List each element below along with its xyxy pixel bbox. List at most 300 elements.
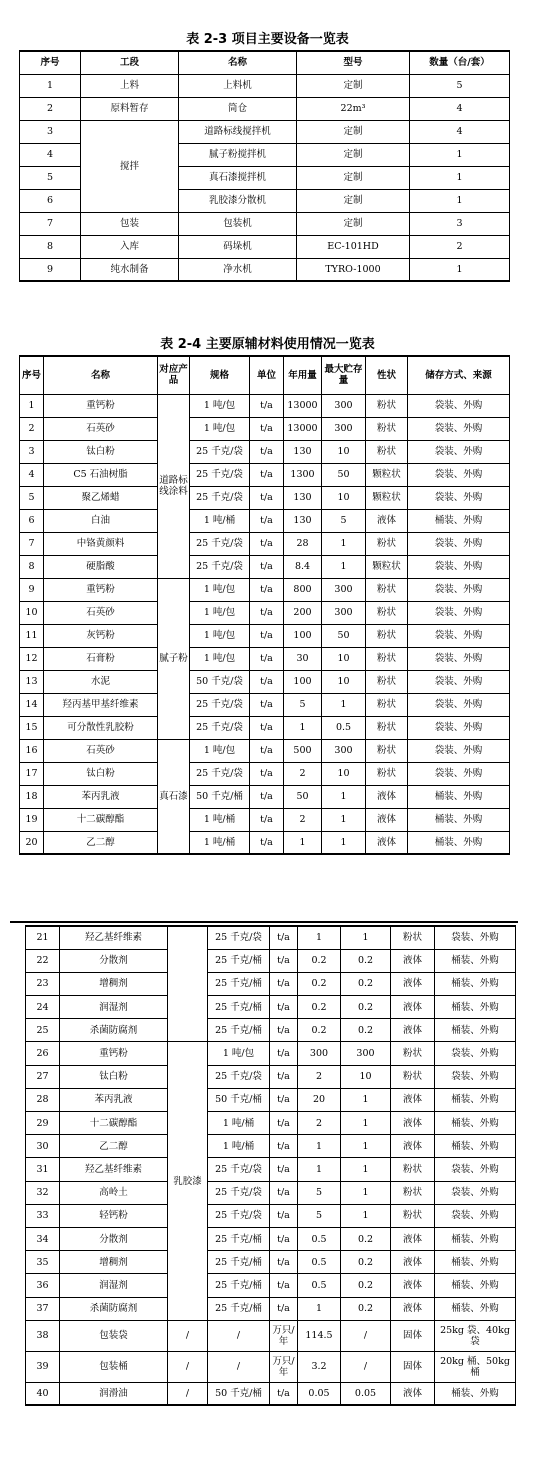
cell-spec: 25 千克/袋	[190, 716, 250, 739]
cell-name: 分散剂	[60, 949, 168, 972]
header-storage: 储存方式、来源	[408, 356, 510, 394]
cell-name: 聚乙烯蜡	[44, 486, 158, 509]
cell-no: 22	[26, 949, 60, 972]
cell-storage: 袋装、外购	[408, 463, 510, 486]
table-row	[26, 1019, 516, 1042]
cell-storage: 桶装、外购	[435, 972, 516, 995]
cell-state: 颗粒状	[366, 463, 408, 486]
cell-storage: 袋装、外购	[408, 417, 510, 440]
cell-storage: 袋装、外购	[435, 1204, 516, 1227]
table-row	[26, 1181, 516, 1204]
cell-maxstore: 0.5	[322, 716, 366, 739]
table-2-4-caption: 表 2-4 主要原辅材料使用情况一览表	[160, 337, 375, 352]
cell-state: 粉状	[391, 926, 435, 949]
cell-unit: t/a	[250, 463, 284, 486]
cell-maxstore: 1	[322, 693, 366, 716]
cell-qty: 4	[410, 120, 510, 143]
cell-name: 水泥	[44, 670, 158, 693]
cell-state: 液体	[391, 1274, 435, 1297]
cell-unit: t/a	[270, 1204, 298, 1227]
table-header-row	[20, 51, 510, 74]
table-row	[20, 785, 510, 808]
cell-unit: t/a	[270, 1112, 298, 1135]
cell-unit: t/a	[270, 996, 298, 1019]
cell-name: 重钙粉	[60, 1042, 168, 1065]
cell-state: 固体	[391, 1351, 435, 1382]
cell-no: 9	[20, 258, 81, 281]
cell-state: 粉状	[366, 670, 408, 693]
cell-state: 液体	[366, 831, 408, 854]
cell-unit: t/a	[250, 624, 284, 647]
cell-annual: 1	[298, 1297, 341, 1320]
header-spec: 规格	[190, 356, 250, 394]
table-row	[26, 1320, 516, 1351]
table-2-3-caption: 表 2-3 项目主要设备一览表	[186, 32, 349, 47]
cell-spec: 25 千克/桶	[208, 996, 270, 1019]
cell-spec: 25 千克/袋	[190, 555, 250, 578]
cell-qty: 3	[410, 212, 510, 235]
cell-annual: 2	[284, 762, 322, 785]
cell-maxstore: 1	[341, 1204, 391, 1227]
materials-table-part1	[19, 355, 510, 855]
equipment-table	[19, 50, 510, 282]
cell-state: 液体	[366, 785, 408, 808]
table-row	[26, 949, 516, 972]
cell-no: 14	[20, 693, 44, 716]
cell-unit: t/a	[250, 555, 284, 578]
cell-name: 钛白粉	[60, 1065, 168, 1088]
cell-no: 31	[26, 1158, 60, 1181]
cell-storage: 袋装、外购	[408, 670, 510, 693]
cell-spec: 25 千克/桶	[208, 1227, 270, 1250]
cell-storage: 袋装、外购	[435, 1181, 516, 1204]
cell-storage: 桶装、外购	[435, 1019, 516, 1042]
cell-spec: 1 吨/桶	[208, 1135, 270, 1158]
cell-model: 定制	[297, 189, 410, 212]
cell-maxstore: 300	[322, 394, 366, 417]
cell-spec: 25 千克/桶	[208, 1251, 270, 1274]
cell-unit: t/a	[270, 926, 298, 949]
cell-qty: 1	[410, 258, 510, 281]
header-qty: 数量（台/套）	[410, 51, 510, 74]
cell-annual: 0.5	[298, 1274, 341, 1297]
cell-section: 纯水制备	[81, 258, 179, 281]
cell-spec: 1 吨/桶	[190, 509, 250, 532]
cell-unit: t/a	[250, 417, 284, 440]
cell-name: 真石漆搅拌机	[179, 166, 297, 189]
cell-annual: 130	[284, 486, 322, 509]
cell-name: 硬脂酸	[44, 555, 158, 578]
cell-annual: 300	[298, 1042, 341, 1065]
cell-state: 粉状	[391, 1158, 435, 1181]
cell-storage: 桶装、外购	[435, 1274, 516, 1297]
cell-no: 40	[26, 1382, 60, 1405]
cell-state: 液体	[366, 808, 408, 831]
cell-storage: 袋装、外购	[408, 532, 510, 555]
cell-annual: 200	[284, 601, 322, 624]
cell-unit: t/a	[250, 785, 284, 808]
cell-storage: 袋装、外购	[408, 394, 510, 417]
cell-no: 3	[20, 120, 81, 143]
cell-maxstore: 10	[322, 762, 366, 785]
cell-name: 乙二醇	[60, 1135, 168, 1158]
cell-spec: 1 吨/包	[190, 624, 250, 647]
cell-no: 15	[20, 716, 44, 739]
cell-no: 16	[20, 739, 44, 762]
cell-maxstore: 1	[341, 1135, 391, 1158]
header-product: 对应产品	[158, 356, 190, 394]
cell-unit: t/a	[250, 670, 284, 693]
cell-product	[168, 926, 208, 1042]
cell-spec: 50 千克/桶	[208, 1088, 270, 1111]
table-row	[20, 417, 510, 440]
cell-name: 石英砂	[44, 739, 158, 762]
cell-name: 羟乙基纤维素	[60, 1158, 168, 1181]
cell-no: 8	[20, 555, 44, 578]
cell-storage: 桶装、外购	[408, 808, 510, 831]
cell-name: 羟丙基甲基纤维素	[44, 693, 158, 716]
cell-model: 定制	[297, 120, 410, 143]
cell-no: 8	[20, 235, 81, 258]
cell-spec: 25 千克/袋	[190, 463, 250, 486]
cell-no: 23	[26, 972, 60, 995]
cell-no: 9	[20, 578, 44, 601]
cell-annual: 130	[284, 440, 322, 463]
cell-spec: 25 千克/袋	[208, 1181, 270, 1204]
cell-maxstore: 0.05	[341, 1382, 391, 1405]
cell-maxstore: 1	[341, 1112, 391, 1135]
cell-no: 26	[26, 1042, 60, 1065]
cell-unit: t/a	[270, 1065, 298, 1088]
cell-annual: 1	[284, 716, 322, 739]
cell-qty: 1	[410, 143, 510, 166]
cell-annual: 0.2	[298, 949, 341, 972]
cell-state: 液体	[391, 1019, 435, 1042]
cell-annual: 13000	[284, 394, 322, 417]
table-header-row	[20, 356, 510, 394]
cell-maxstore: 300	[322, 601, 366, 624]
cell-annual: 0.2	[298, 996, 341, 1019]
cell-no: 6	[20, 509, 44, 532]
table-row	[20, 601, 510, 624]
cell-maxstore: 1	[322, 785, 366, 808]
cell-name: 石英砂	[44, 601, 158, 624]
cell-spec: /	[208, 1320, 270, 1351]
table-row	[20, 624, 510, 647]
cell-state: 粉状	[366, 647, 408, 670]
header-name: 名称	[179, 51, 297, 74]
cell-name: 杀菌防腐剂	[60, 1297, 168, 1320]
cell-section: 上料	[81, 74, 179, 97]
cell-storage: 桶装、外购	[435, 949, 516, 972]
cell-state: 粉状	[391, 1181, 435, 1204]
table-row	[20, 532, 510, 555]
cell-name: C5 石油树脂	[44, 463, 158, 486]
cell-spec: 1 吨/包	[190, 394, 250, 417]
cell-qty: 4	[410, 97, 510, 120]
cell-annual: 5	[284, 693, 322, 716]
table-row	[20, 120, 510, 143]
cell-no: 18	[20, 785, 44, 808]
cell-no: 13	[20, 670, 44, 693]
cell-maxstore: 0.2	[341, 1274, 391, 1297]
cell-annual: 0.05	[298, 1382, 341, 1405]
cell-maxstore: 1	[322, 808, 366, 831]
cell-spec: 25 千克/袋	[190, 693, 250, 716]
table-row	[20, 739, 510, 762]
cell-maxstore: 0.2	[341, 1297, 391, 1320]
cell-annual: 2	[298, 1112, 341, 1135]
cell-no: 2	[20, 417, 44, 440]
table-row	[20, 693, 510, 716]
table-row	[20, 74, 510, 97]
cell-no: 5	[20, 486, 44, 509]
cell-annual: 28	[284, 532, 322, 555]
cell-state: 液体	[391, 1135, 435, 1158]
header-section: 工段	[81, 51, 179, 74]
cell-unit: 万只/年	[270, 1320, 298, 1351]
cell-unit: t/a	[250, 739, 284, 762]
cell-no: 1	[20, 394, 44, 417]
table-row	[20, 235, 510, 258]
cell-name: 杀菌防腐剂	[60, 1019, 168, 1042]
cell-qty: 2	[410, 235, 510, 258]
cell-section: 原料暂存	[81, 97, 179, 120]
cell-name: 钛白粉	[44, 762, 158, 785]
cell-unit: t/a	[250, 716, 284, 739]
cell-state: 液体	[391, 1112, 435, 1135]
table-row	[20, 555, 510, 578]
cell-no: 10	[20, 601, 44, 624]
cell-state: 粉状	[366, 394, 408, 417]
table-row	[26, 1065, 516, 1088]
table-row	[26, 1297, 516, 1320]
cell-storage: 桶装、外购	[435, 1227, 516, 1250]
cell-maxstore: 50	[322, 463, 366, 486]
cell-annual: 2	[284, 808, 322, 831]
cell-no: 29	[26, 1112, 60, 1135]
table-row	[20, 716, 510, 739]
cell-no: 24	[26, 996, 60, 1019]
table-row	[26, 972, 516, 995]
cell-storage: 袋装、外购	[435, 926, 516, 949]
cell-unit: t/a	[270, 1158, 298, 1181]
cell-annual: 13000	[284, 417, 322, 440]
cell-storage: 袋装、外购	[408, 624, 510, 647]
cell-maxstore: 0.2	[341, 996, 391, 1019]
cell-unit: t/a	[270, 1227, 298, 1250]
table-row	[26, 1112, 516, 1135]
cell-maxstore: 0.2	[341, 1251, 391, 1274]
cell-product: 真石漆	[158, 739, 190, 854]
cell-state: 液体	[391, 949, 435, 972]
cell-name: 分散剂	[60, 1227, 168, 1250]
cell-name: 包装桶	[60, 1351, 168, 1382]
cell-state: 粉状	[366, 417, 408, 440]
table-row	[20, 509, 510, 532]
cell-state: 颗粒状	[366, 486, 408, 509]
cell-maxstore: 300	[322, 578, 366, 601]
cell-annual: 30	[284, 647, 322, 670]
cell-annual: 500	[284, 739, 322, 762]
cell-state: 粉状	[366, 693, 408, 716]
header-maxstore: 最大贮存量	[322, 356, 366, 394]
cell-unit: t/a	[270, 1088, 298, 1111]
cell-unit: t/a	[250, 693, 284, 716]
cell-storage: 袋装、外购	[408, 601, 510, 624]
cell-storage: 袋装、外购	[408, 693, 510, 716]
cell-spec: 50 千克/桶	[208, 1382, 270, 1405]
cell-maxstore: /	[341, 1351, 391, 1382]
cell-name: 十二碳醇酯	[44, 808, 158, 831]
table-row	[26, 1382, 516, 1405]
header-no: 序号	[20, 356, 44, 394]
cell-spec: 1 吨/包	[190, 647, 250, 670]
cell-state: 液体	[391, 996, 435, 1019]
cell-model: 定制	[297, 212, 410, 235]
cell-no: 3	[20, 440, 44, 463]
cell-storage: 袋装、外购	[408, 555, 510, 578]
cell-unit: t/a	[250, 831, 284, 854]
cell-name: 润滑油	[60, 1382, 168, 1405]
cell-section: 入库	[81, 235, 179, 258]
cell-name: 润湿剂	[60, 1274, 168, 1297]
page-divider	[10, 921, 518, 923]
cell-state: 粉状	[391, 1204, 435, 1227]
cell-no: 38	[26, 1320, 60, 1351]
cell-storage: 桶装、外购	[408, 831, 510, 854]
cell-annual: 2	[298, 1065, 341, 1088]
cell-section: 搅拌	[81, 120, 179, 212]
cell-state: 粉状	[366, 578, 408, 601]
cell-name: 可分散性乳胶粉	[44, 716, 158, 739]
cell-storage: 袋装、外购	[435, 1042, 516, 1065]
cell-product: 道路标线涂料	[158, 394, 190, 578]
cell-spec: 1 吨/桶	[190, 808, 250, 831]
cell-name: 石膏粉	[44, 647, 158, 670]
table-row	[26, 1158, 516, 1181]
cell-maxstore: 300	[341, 1042, 391, 1065]
materials-table-part2	[25, 925, 516, 1406]
cell-name: 增稠剂	[60, 1251, 168, 1274]
cell-storage: 桶装、外购	[435, 1251, 516, 1274]
cell-no: 12	[20, 647, 44, 670]
cell-model: EC-101HD	[297, 235, 410, 258]
cell-annual: 1	[298, 1158, 341, 1181]
cell-unit: t/a	[250, 647, 284, 670]
cell-no: 7	[20, 532, 44, 555]
cell-unit: t/a	[270, 1297, 298, 1320]
cell-maxstore: 1	[341, 1181, 391, 1204]
cell-spec: 25 千克/袋	[190, 762, 250, 785]
cell-no: 7	[20, 212, 81, 235]
cell-spec: 50 千克/桶	[190, 785, 250, 808]
cell-maxstore: 10	[322, 486, 366, 509]
cell-storage: 桶装、外购	[435, 1297, 516, 1320]
cell-model: 22m³	[297, 97, 410, 120]
header-state: 性状	[366, 356, 408, 394]
cell-name: 上料机	[179, 74, 297, 97]
cell-no: 25	[26, 1019, 60, 1042]
cell-no: 36	[26, 1274, 60, 1297]
cell-maxstore: /	[341, 1320, 391, 1351]
cell-state: 液体	[391, 1382, 435, 1405]
cell-maxstore: 300	[322, 739, 366, 762]
cell-name: 包装机	[179, 212, 297, 235]
cell-annual: 0.2	[298, 1019, 341, 1042]
cell-name: 中铬黄颜料	[44, 532, 158, 555]
cell-storage: 袋装、外购	[435, 1065, 516, 1088]
cell-annual: 0.5	[298, 1251, 341, 1274]
cell-spec: /	[208, 1351, 270, 1382]
cell-no: 1	[20, 74, 81, 97]
table-row	[26, 996, 516, 1019]
header-annual: 年用量	[284, 356, 322, 394]
table-row	[26, 926, 516, 949]
cell-storage: 袋装、外购	[408, 647, 510, 670]
cell-storage: 袋装、外购	[408, 486, 510, 509]
table-row	[20, 647, 510, 670]
cell-no: 37	[26, 1297, 60, 1320]
cell-annual: 0.2	[298, 972, 341, 995]
cell-maxstore: 10	[341, 1065, 391, 1088]
cell-no: 39	[26, 1351, 60, 1382]
cell-annual: 1	[298, 926, 341, 949]
cell-unit: t/a	[250, 808, 284, 831]
cell-no: 28	[26, 1088, 60, 1111]
cell-name: 轻钙粉	[60, 1204, 168, 1227]
cell-storage: 桶装、外购	[435, 996, 516, 1019]
cell-unit: t/a	[250, 601, 284, 624]
cell-state: 粉状	[366, 739, 408, 762]
cell-unit: t/a	[270, 1019, 298, 1042]
cell-state: 液体	[391, 972, 435, 995]
cell-maxstore: 1	[322, 532, 366, 555]
cell-unit: t/a	[270, 1251, 298, 1274]
cell-spec: 25 千克/袋	[208, 1158, 270, 1181]
cell-maxstore: 5	[322, 509, 366, 532]
cell-no: 19	[20, 808, 44, 831]
cell-maxstore: 0.2	[341, 972, 391, 995]
cell-annual: 100	[284, 624, 322, 647]
table-row	[26, 1042, 516, 1065]
cell-spec: 1 吨/桶	[208, 1112, 270, 1135]
cell-name: 重钙粉	[44, 394, 158, 417]
cell-product: /	[168, 1382, 208, 1405]
table-row	[20, 212, 510, 235]
cell-model: TYRO-1000	[297, 258, 410, 281]
cell-spec: 1 吨/桶	[190, 831, 250, 854]
cell-product: 腻子粉	[158, 578, 190, 739]
cell-annual: 20	[298, 1088, 341, 1111]
cell-state: 粉状	[366, 440, 408, 463]
cell-state: 液体	[391, 1297, 435, 1320]
cell-name: 钛白粉	[44, 440, 158, 463]
cell-unit: t/a	[270, 1135, 298, 1158]
cell-no: 6	[20, 189, 81, 212]
cell-state: 颗粒状	[366, 555, 408, 578]
cell-unit: t/a	[250, 440, 284, 463]
cell-maxstore: 1	[341, 1088, 391, 1111]
cell-name: 乳胶漆分散机	[179, 189, 297, 212]
cell-spec: 25 千克/袋	[190, 532, 250, 555]
cell-storage: 袋装、外购	[408, 578, 510, 601]
cell-name: 码垛机	[179, 235, 297, 258]
cell-no: 2	[20, 97, 81, 120]
cell-state: 液体	[391, 1227, 435, 1250]
cell-name: 润湿剂	[60, 996, 168, 1019]
table-row	[26, 1204, 516, 1227]
